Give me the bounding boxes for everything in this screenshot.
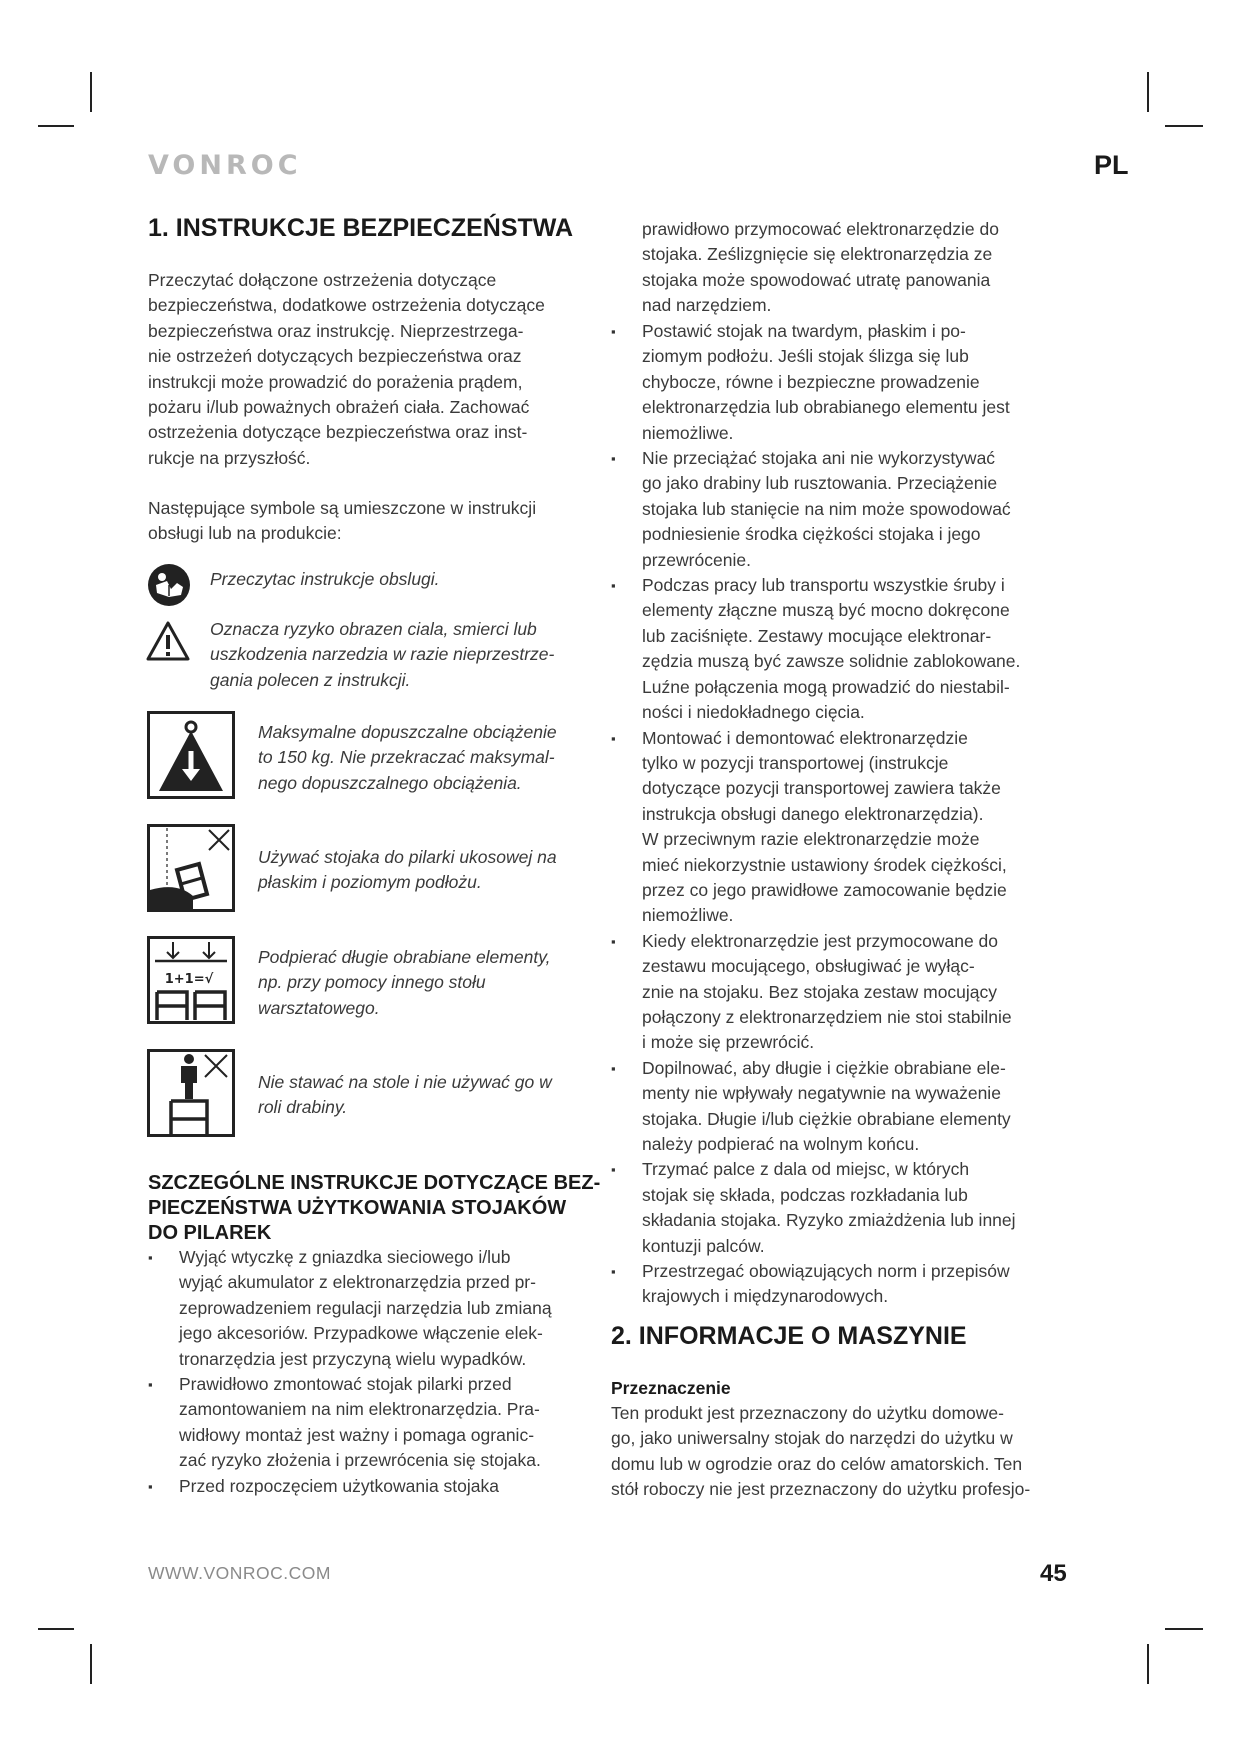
list-item: ▪ Kiedy elektronarzędzie jest przymocowane do zestawu mocującego, obsługiwać je wyłąc- znie na stojaku. Bez stojaka zestaw mocujący połączony z elektronarzędziem nie stoi stabilnie i może się przewrócić. [611,929,1081,1056]
list-item: ▪ Wyjąć wtyczkę z gniazdka sieciowego i/lub wyjąć akumulator z elektronarzędzia przed pr- zeprowadzeniem regulacji narzędzia lub zmianą jego akcesoriów. Przypadkowe włączenie elek- tronarzędzia jest przyczyną wielu wypadków. [148,1245,608,1372]
symbol-text-read-manual: Przeczytac instrukcje obslugi. [210,569,440,589]
list-item: ▪ Dopilnować, aby długie i ciężkie obrabiane ele- menty nie wpływały negatywnie na wyważenie stojaka. Długie i/lub ciężkie obrabiane elementy należy podpierać na wolnym końcu. [611,1056,1081,1158]
list-item: ▪ Prawidłowo zmontować stojak pilarki przed zamontowaniem na nim elektronarzędzia. Pra- widłowy montaż jest ważny i pomaga ogranic- zać ryzyko złożenia i przewrócenia się stojaka. [148,1372,608,1474]
support-workpiece-icon [147,936,235,1024]
crop-mark [90,1644,92,1684]
symbol-text-level-ground: Używać stojaka do pilarki ukosowej na płaskim i poziomym podłożu. [258,847,557,893]
support-icon-text: 1+1=√ [164,972,214,987]
list-item: ▪ Przestrzegać obowiązujących norm i przepisów krajowych i międzynarodowych. [611,1259,1081,1310]
list-item: ▪ Postawić stojak na twardym, płaskim i po- ziomym podłożu. Jeśli stojak ślizga się lub chybocze, równe i bezpieczne prowadzenie elektronarzędzia lub obrabianego elementu jest niemożliwe. [611,319,1081,446]
intro-paragraph: Przeczytać dołączone ostrzeżenia dotyczące bezpieczeństwa, dodatkowe ostrzeżenia dotyczące bezpieczeństwa oraz instrukcję. Nieprzestrzega- nie ostrzeżeń dotyczących bezpieczeństwa oraz instrukcji może prowadzić do porażenia prądem, pożaru i/lub poważnych obrażeń ciała. Zachować ostrzeżenia dotyczące bezpieczeństwa oraz inst- rukcje na przyszłość. [148,270,545,468]
symbols-intro: Następujące symbole są umieszczone w instrukcji obsługi lub na produkcie: [148,498,537,544]
level-ground-icon [147,824,235,912]
continuation-paragraph: prawidłowo przymocować elektronarzędzie do stojaka. Ześlizgnięcie się elektronarzędzia ze stojaka może spowodować utratę panowania nad narzędziem. [642,219,999,316]
section2-subheading: Przeznaczenie [611,1378,731,1398]
brand-logo: VONROC [148,150,302,181]
special-instructions-heading: SZCZEGÓLNE INSTRUKCJE DOTYCZĄCE BEZ- PIECZEŃSTWA UŻYTKOWANIA STOJAKÓW DO PILAREK [148,1172,601,1244]
crop-mark [1147,1644,1149,1684]
read-manual-icon [147,563,191,607]
warning-triangle-icon [145,620,191,662]
crop-mark [1147,72,1149,112]
section2-paragraph: Ten produkt jest przeznaczony do użytku domowe- go, jako uniwersalny stojak do narzędzi do użytku w domu lub w ogrodzie oraz do celów amatorskich. Ten stół roboczy nie jest przeznaczony do użytku profesjo- [611,1403,1031,1500]
list-item: ▪ Trzymać palce z dala od miejsc, w których stojak się składa, podczas rozkładania lub składania stojaka. Ryzyko zmiażdżenia lub innej kontuzji palców. [611,1157,1081,1259]
language-label: PL [1094,150,1129,180]
crop-mark [38,125,74,127]
footer-url: WWW.VONROC.COM [148,1563,331,1583]
max-load-icon [147,711,235,799]
special-bullets-right [611,319,1081,1310]
symbol-text-support: Podpierać długie obrabiane elementy, np. przy pomocy innego stołu warsztatowego. [258,947,551,1018]
crop-mark [38,1628,74,1630]
symbol-text-no-standing: Nie stawać na stole i nie używać go w roli drabiny. [258,1072,552,1118]
no-standing-icon [147,1049,235,1137]
symbol-text-warning: Oznacza ryzyko obrazen ciala, smierci lub uszkodzenia narzedzia w razie nieprzestrze- gania polecen z instrukcji. [210,619,555,690]
section2-heading: 2. INFORMACJE O MASZYNIE [611,1322,967,1350]
page-number: 45 [1040,1560,1067,1587]
crop-mark [1165,1628,1203,1630]
list-item: ▪ Nie przeciążać stojaka ani nie wykorzystywać go jako drabiny lub rusztowania. Przeciążenie stojaka lub stanięcie na nim może spowodować podniesienie środka ciężkości stojaka i jego przewrócenie. [611,446,1081,573]
crop-mark [1165,125,1203,127]
list-item: ▪ Przed rozpoczęciem użytkowania stojaka [148,1474,608,1499]
crop-mark [90,72,92,112]
list-item: ▪ Montować i demontować elektronarzędzie tylko w pozycji transportowej (instrukcje dotyczące pozycji transportowej zawiera także instrukcja obsługi danego elektronarzędzia). W przeciwnym razie elektronarzędzie może mieć niekorzystnie ustawiony środek ciężkości, przez co jego prawidłowe zamocowanie będzie niemożliwe. [611,726,1081,929]
list-item: ▪ Podczas pracy lub transportu wszystkie śruby i elementy złączne muszą być mocno dokręcone lub zaciśnięte. Zestawy mocujące elektronar- zędzia muszą być zawsze solidnie zablokowane. Luźne połączenia mogą prowadzić do niestabil- ności i niedokładnego cięcia. [611,573,1081,725]
special-bullets-left [148,1245,608,1499]
section1-heading: 1. INSTRUKCJE BEZPIECZEŃSTWA [148,214,574,242]
symbol-text-max-load: Maksymalne dopuszczalne obciążenie to 150 kg. Nie przekraczać maksymal- nego dopuszczalnego obciążenia. [258,722,557,793]
